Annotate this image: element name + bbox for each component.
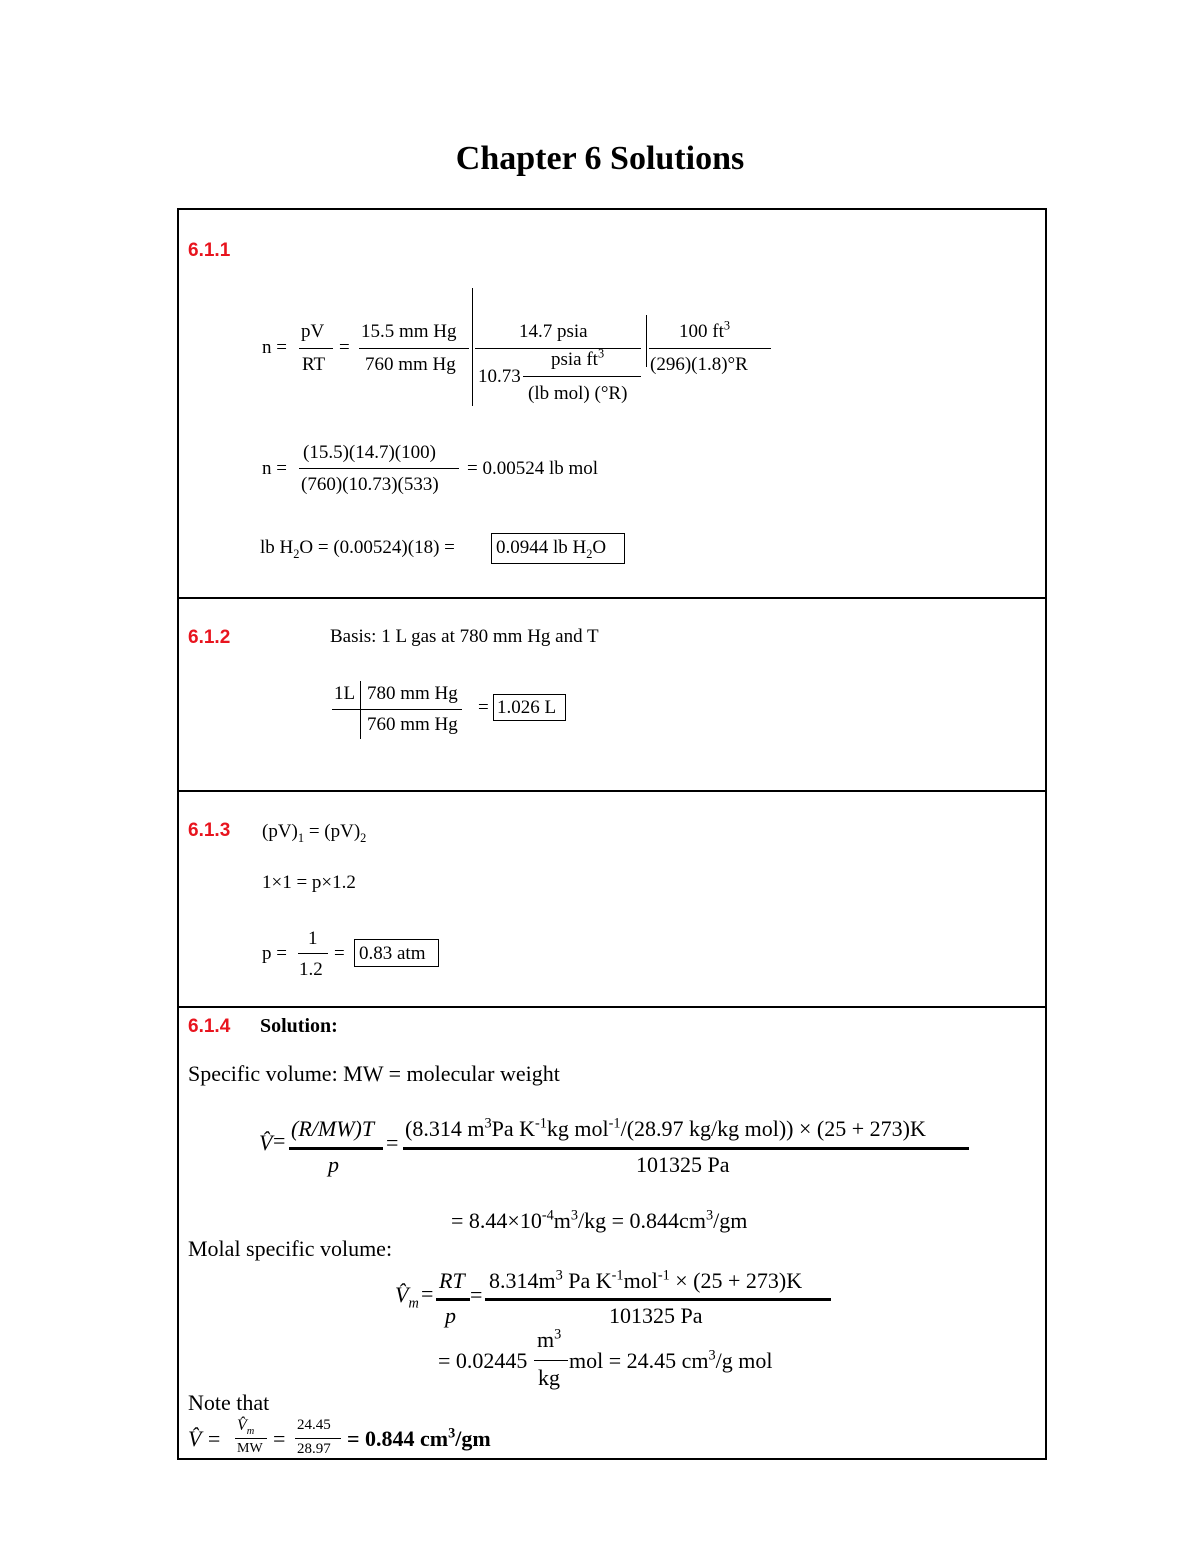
product-denominator: (760)(10.73)(533) bbox=[301, 474, 439, 495]
specific-volume-heading: Specific volume: MW = molecular weight bbox=[188, 1061, 560, 1086]
temperature-denominator: (296)(1.8)°R bbox=[650, 354, 748, 375]
final-answer: = 0.844 $cm^3/gm$ bbox=[347, 1425, 491, 1451]
water-mass-line: lb $H_2O = (0.00524)(18)$ = bbox=[260, 537, 455, 561]
fraction-bar bbox=[649, 348, 771, 349]
basis-statement: Basis: 1 L gas at 780 mm Hg and T bbox=[330, 626, 599, 647]
v-hat-symbol: V̂ bbox=[259, 1130, 273, 1155]
note-heading: Note that bbox=[188, 1390, 270, 1415]
fraction-bar bbox=[299, 348, 333, 349]
equals: = bbox=[386, 1130, 399, 1155]
equals: = bbox=[478, 697, 489, 718]
final-denominator: 28.97 bbox=[297, 1441, 331, 1457]
fraction-denominator: 1.2 bbox=[299, 959, 323, 980]
pressure-symbol: p bbox=[445, 1303, 456, 1328]
equals: = bbox=[273, 1426, 286, 1451]
boyle-law: $(pV)_1 = (pV)_2$ bbox=[262, 821, 367, 845]
unit-divider bbox=[646, 315, 647, 367]
volume-one-liter: 1L bbox=[334, 683, 356, 704]
fraction-bar bbox=[359, 348, 469, 349]
pressure-denominator: 760 mm Hg bbox=[365, 354, 456, 375]
fraction-bar bbox=[436, 1298, 470, 1301]
solution-label: Solution: bbox=[260, 1015, 338, 1037]
answer-value: 1.026 L bbox=[497, 697, 557, 718]
pressure-780: 780 mm Hg bbox=[367, 683, 458, 704]
fraction-bar bbox=[299, 468, 459, 469]
fraction-bar bbox=[485, 1298, 831, 1301]
psia-numerator: 14.7 psia bbox=[519, 321, 588, 342]
final-mw: MW bbox=[237, 1441, 263, 1456]
rt-numerator: RT bbox=[439, 1268, 465, 1293]
molal-heading: Molal specific volume: bbox=[188, 1236, 393, 1261]
fraction-bar bbox=[295, 1438, 341, 1439]
fraction-bar bbox=[403, 1147, 969, 1150]
pressure-numerator: 15.5 mm Hg bbox=[361, 321, 457, 342]
pressure-symbol: p bbox=[328, 1152, 339, 1177]
volume-numerator: 100 $ft^3$ bbox=[679, 318, 731, 342]
solution-6-1-2 bbox=[179, 597, 1045, 792]
gas-constant: 10.73 bbox=[478, 366, 521, 387]
fraction-bar bbox=[289, 1147, 383, 1150]
pressure-760: 760 mm Hg bbox=[367, 714, 458, 735]
fraction-numerator: 1 bbox=[308, 928, 318, 949]
fraction-bar bbox=[523, 376, 641, 377]
final-vm: $V̂_m$ bbox=[237, 1417, 255, 1438]
equals: = bbox=[334, 943, 345, 964]
rt-denominator: RT bbox=[302, 354, 326, 375]
n-label-2: n = bbox=[262, 458, 287, 479]
solutions-table bbox=[177, 208, 1047, 1460]
molal-numerator: $8.314m^3$ Pa $K^{-1}mol^{-1} \times (25 + 273)K$ bbox=[489, 1267, 803, 1293]
product-numerator: (15.5)(14.7)(100) bbox=[303, 442, 436, 463]
fraction-bar bbox=[534, 1360, 568, 1361]
problem-number: 6.1.1 bbox=[188, 240, 231, 261]
vm-hat-symbol: $V̂_m$ bbox=[395, 1282, 419, 1312]
solution-6-1-4 bbox=[179, 1006, 1045, 1460]
fraction-bar bbox=[235, 1438, 267, 1439]
specific-volume-result: = $8.44\times 10^{-4}m^3/kg = 0.844cm^3/gm$ bbox=[451, 1207, 748, 1233]
equals: = bbox=[339, 337, 350, 358]
fraction-bar bbox=[332, 709, 462, 710]
unit-divider bbox=[360, 681, 361, 739]
n-label: n = bbox=[262, 337, 287, 358]
final-numerator: 24.45 bbox=[297, 1417, 331, 1433]
p-label: p = bbox=[262, 943, 287, 964]
equals: = bbox=[273, 1128, 286, 1153]
final-v-hat: V̂ = bbox=[188, 1426, 222, 1451]
equals: = bbox=[421, 1281, 434, 1306]
substitution: 1×1 = p×1.2 bbox=[262, 872, 356, 893]
molal-result-suffix: mol = 24.45 $cm^3/g$ mol bbox=[569, 1347, 773, 1373]
fraction-bar bbox=[298, 953, 328, 954]
solution-6-1-1 bbox=[179, 210, 1045, 597]
molal-result-prefix: = 0.02445 bbox=[438, 1348, 528, 1373]
page-title: Chapter 6 Solutions bbox=[455, 140, 745, 177]
pv-numerator: pV bbox=[301, 321, 325, 342]
long-numerator: (8.314 $m^3Pa$ $K^{-1}kg$ mol$^{-1}$/(28.97 kg/kg mol)) × (25 + 273)K bbox=[405, 1115, 926, 1141]
kg-denominator: kg bbox=[538, 1365, 560, 1390]
mol-result: = 0.00524 lb mol bbox=[467, 458, 599, 479]
answer-value: 0.83 atm bbox=[359, 943, 426, 964]
gas-constant-units: psia $ft^3$ bbox=[551, 346, 605, 370]
equals: = bbox=[470, 1282, 483, 1307]
problem-number: 6.1.2 bbox=[188, 627, 231, 648]
gas-constant-units-den: (lb mol) (°R) bbox=[528, 383, 628, 404]
problem-number: 6.1.4 bbox=[188, 1016, 231, 1037]
problem-number: 6.1.3 bbox=[188, 820, 231, 841]
answer-value: 0.0944 lb $H_2O$ bbox=[496, 537, 607, 561]
molal-denominator: 101325 Pa bbox=[609, 1303, 703, 1328]
m3-numerator: $m^3$ bbox=[537, 1326, 562, 1352]
solution-6-1-3 bbox=[179, 790, 1045, 1008]
unit-divider bbox=[472, 288, 473, 406]
r-over-mw-t: (R/MW)T bbox=[291, 1116, 375, 1141]
pressure-denominator: 101325 Pa bbox=[636, 1152, 730, 1177]
